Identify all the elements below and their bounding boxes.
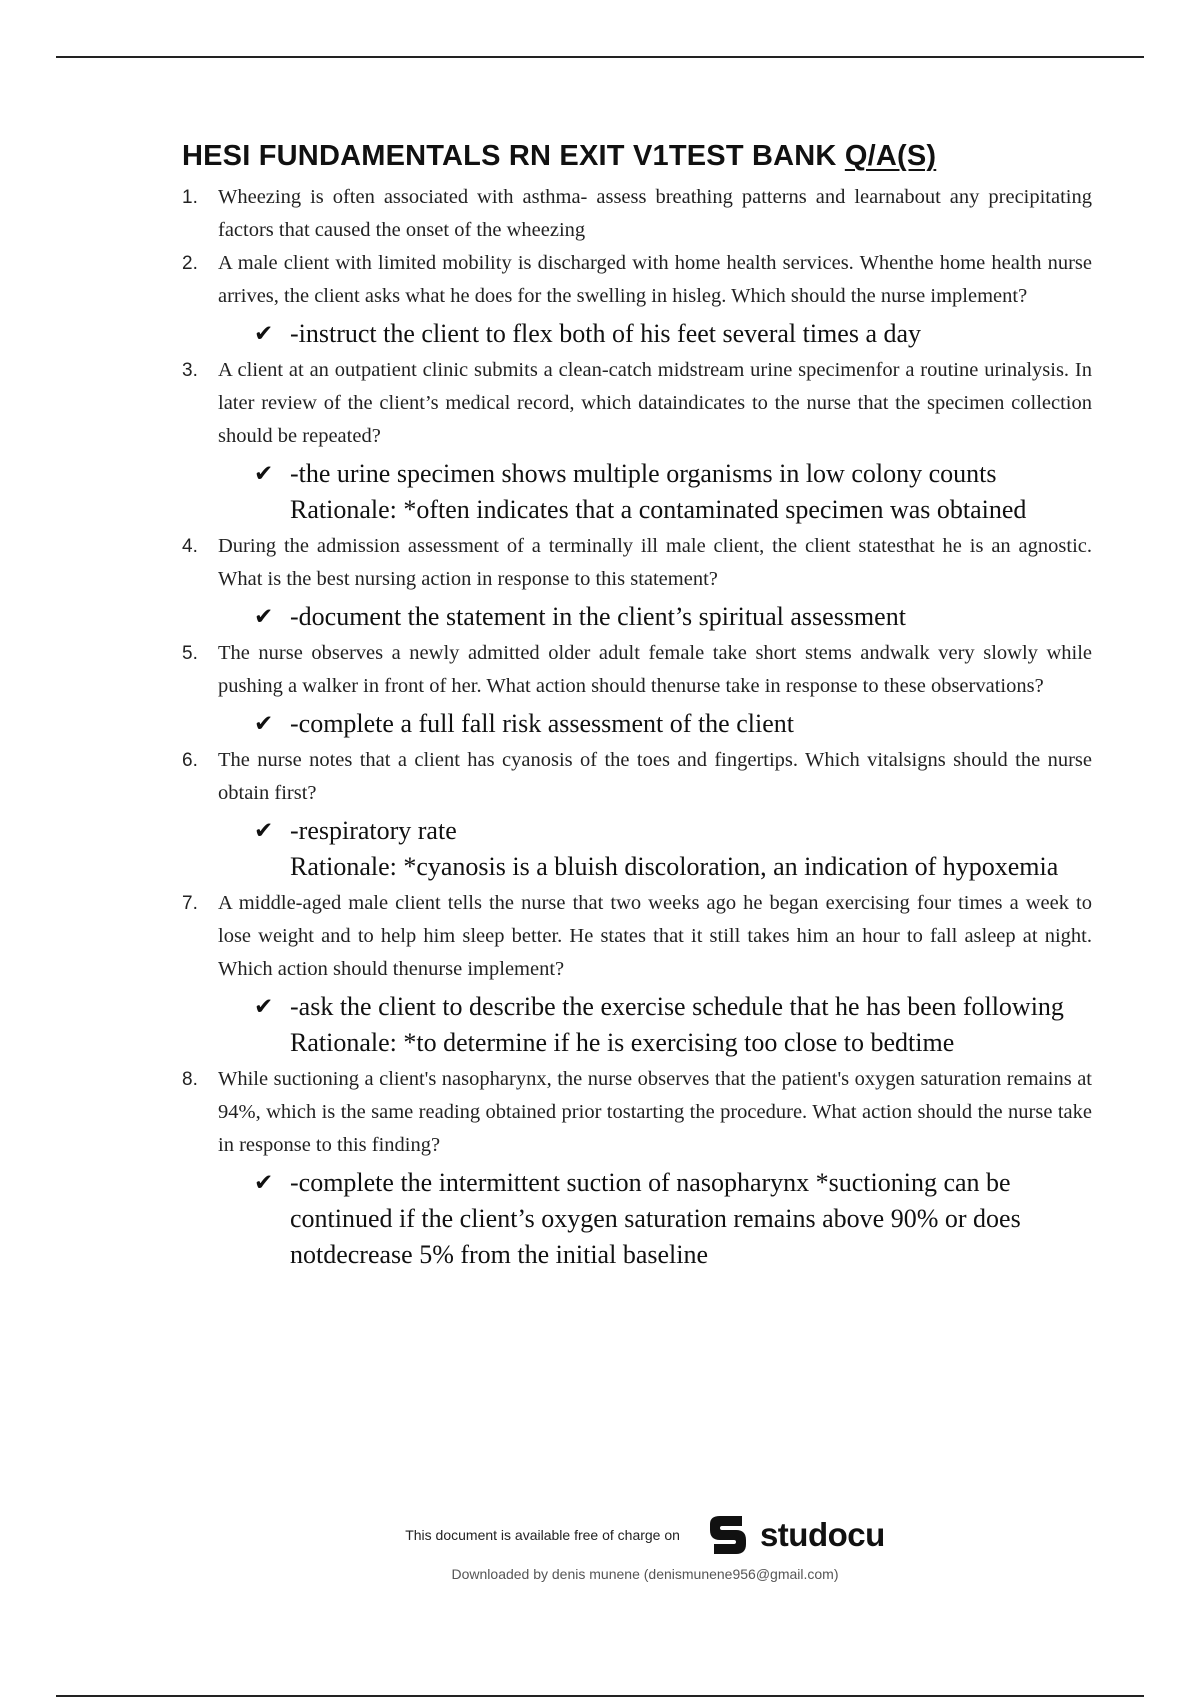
answer-text: -document the statement in the client’s spiritual assessment — [290, 602, 906, 631]
answer-block — [254, 599, 1092, 635]
question-text: A client at an outpatient clinic submits a clean-catch midstream urine specimenfor a routine urinalysis. In later review of the client’s medical record, which dataindicates to the nurse that the specimen collection should be repeated? — [218, 359, 1092, 447]
title-tail: Q/A(S) — [844, 140, 937, 172]
document-body — [182, 140, 1092, 1275]
question-number: 4. — [182, 536, 198, 557]
answer-text: -ask the client to describe the exercise schedule that he has been following — [290, 992, 1064, 1021]
checkmark-icon: ✔ — [254, 321, 274, 347]
answer-block — [254, 706, 1092, 742]
question-text: During the admission assessment of a terminally ill male client, the client statesthat he is an agnostic. What is the best nursing action in response to this statement? — [218, 535, 1092, 590]
question-text: While suctioning a client's nasopharynx, the nurse observes that the patient's oxygen saturation remains at 94%, which is the same reading obtained prior tostarting the procedure. What action should the nurse take in response to this finding? — [218, 1068, 1092, 1156]
question-item — [182, 744, 1092, 885]
answer-block — [254, 813, 1092, 885]
checkmark-icon: ✔ — [254, 818, 274, 844]
answer-block — [254, 989, 1092, 1061]
question-number: 5. — [182, 643, 198, 664]
question-number: 3. — [182, 360, 198, 381]
question-text: The nurse notes that a client has cyanosis of the toes and fingertips. Which vitalsigns should the nurse obtain first? — [218, 749, 1092, 804]
question-item — [182, 530, 1092, 635]
checkmark-icon: ✔ — [254, 1170, 274, 1196]
question-item — [182, 354, 1092, 528]
footer — [0, 1512, 1200, 1582]
checkmark-icon: ✔ — [254, 994, 274, 1020]
question-text: A male client with limited mobility is discharged with home health services. Whenthe home health nurse arrives, the client asks what he does for the swelling in hisleg. Which should the nurse implement? — [218, 252, 1092, 307]
studocu-link[interactable] — [702, 1512, 885, 1558]
checkmark-icon: ✔ — [254, 461, 274, 487]
answer-block — [254, 456, 1092, 528]
answer-text: -respiratory rate — [290, 816, 457, 845]
answer-text: -complete the intermittent suction of nasopharynx *suctioning can be continued if the client’s oxygen saturation remains above 90% or does notdecrease 5% from the initial baseline — [290, 1168, 1021, 1269]
document-title — [182, 140, 1092, 173]
answer-block — [254, 1165, 1092, 1273]
checkmark-icon: ✔ — [254, 604, 274, 630]
rationale-text: Rationale: *to determine if he is exercising too close to bedtime — [290, 1028, 955, 1057]
question-number: 8. — [182, 1069, 198, 1090]
question-item — [182, 637, 1092, 742]
question-text: A middle-aged male client tells the nurse that two weeks ago he began exercising four times a week to lose weight and to help him sleep better. He states that it still takes him an hour to fall asleep at night. Which action should thenurse implement? — [218, 892, 1092, 980]
rationale-text: Rationale: *often indicates that a contaminated specimen was obtained — [290, 495, 1027, 524]
bottom-rule — [56, 1695, 1144, 1697]
top-rule — [56, 56, 1144, 58]
availability-notice: This document is available free of charge on — [405, 1527, 680, 1543]
rationale-text: Rationale: *cyanosis is a bluish discoloration, an indication of hypoxemia — [290, 852, 1059, 881]
studocu-logo-icon — [702, 1512, 754, 1558]
question-item — [182, 247, 1092, 352]
answer-block — [254, 316, 1092, 352]
answer-text: -the urine specimen shows multiple organisms in low colony counts — [290, 459, 997, 488]
question-item — [182, 887, 1092, 1061]
checkmark-icon: ✔ — [254, 711, 274, 737]
question-number: 2. — [182, 253, 198, 274]
question-text: The nurse observes a newly admitted older adult female take short stems andwalk very slowly while pushing a walker in front of her. What action should thenurse take in response to these observations? — [218, 642, 1092, 697]
downloaded-by: Downloaded by denis munene (denismunene956@gmail.com) — [451, 1566, 839, 1582]
answer-text: -instruct the client to flex both of his feet several times a day — [290, 319, 922, 348]
studocu-wordmark: studocu — [759, 1516, 885, 1553]
answer-text: -complete a full fall risk assessment of the client — [290, 709, 794, 738]
question-number: 6. — [182, 750, 198, 771]
question-number: 1. — [182, 187, 198, 208]
title-main: HESI FUNDAMENTALS RN EXIT V1TEST BANK — [182, 140, 837, 172]
question-item — [182, 1063, 1092, 1273]
question-text: Wheezing is often associated with asthma- assess breathing patterns and learnabout any precipitating factors that caused the onset of the wheezing — [218, 186, 1092, 241]
question-item — [182, 181, 1092, 247]
question-number: 7. — [182, 893, 198, 914]
question-list — [182, 181, 1092, 1273]
